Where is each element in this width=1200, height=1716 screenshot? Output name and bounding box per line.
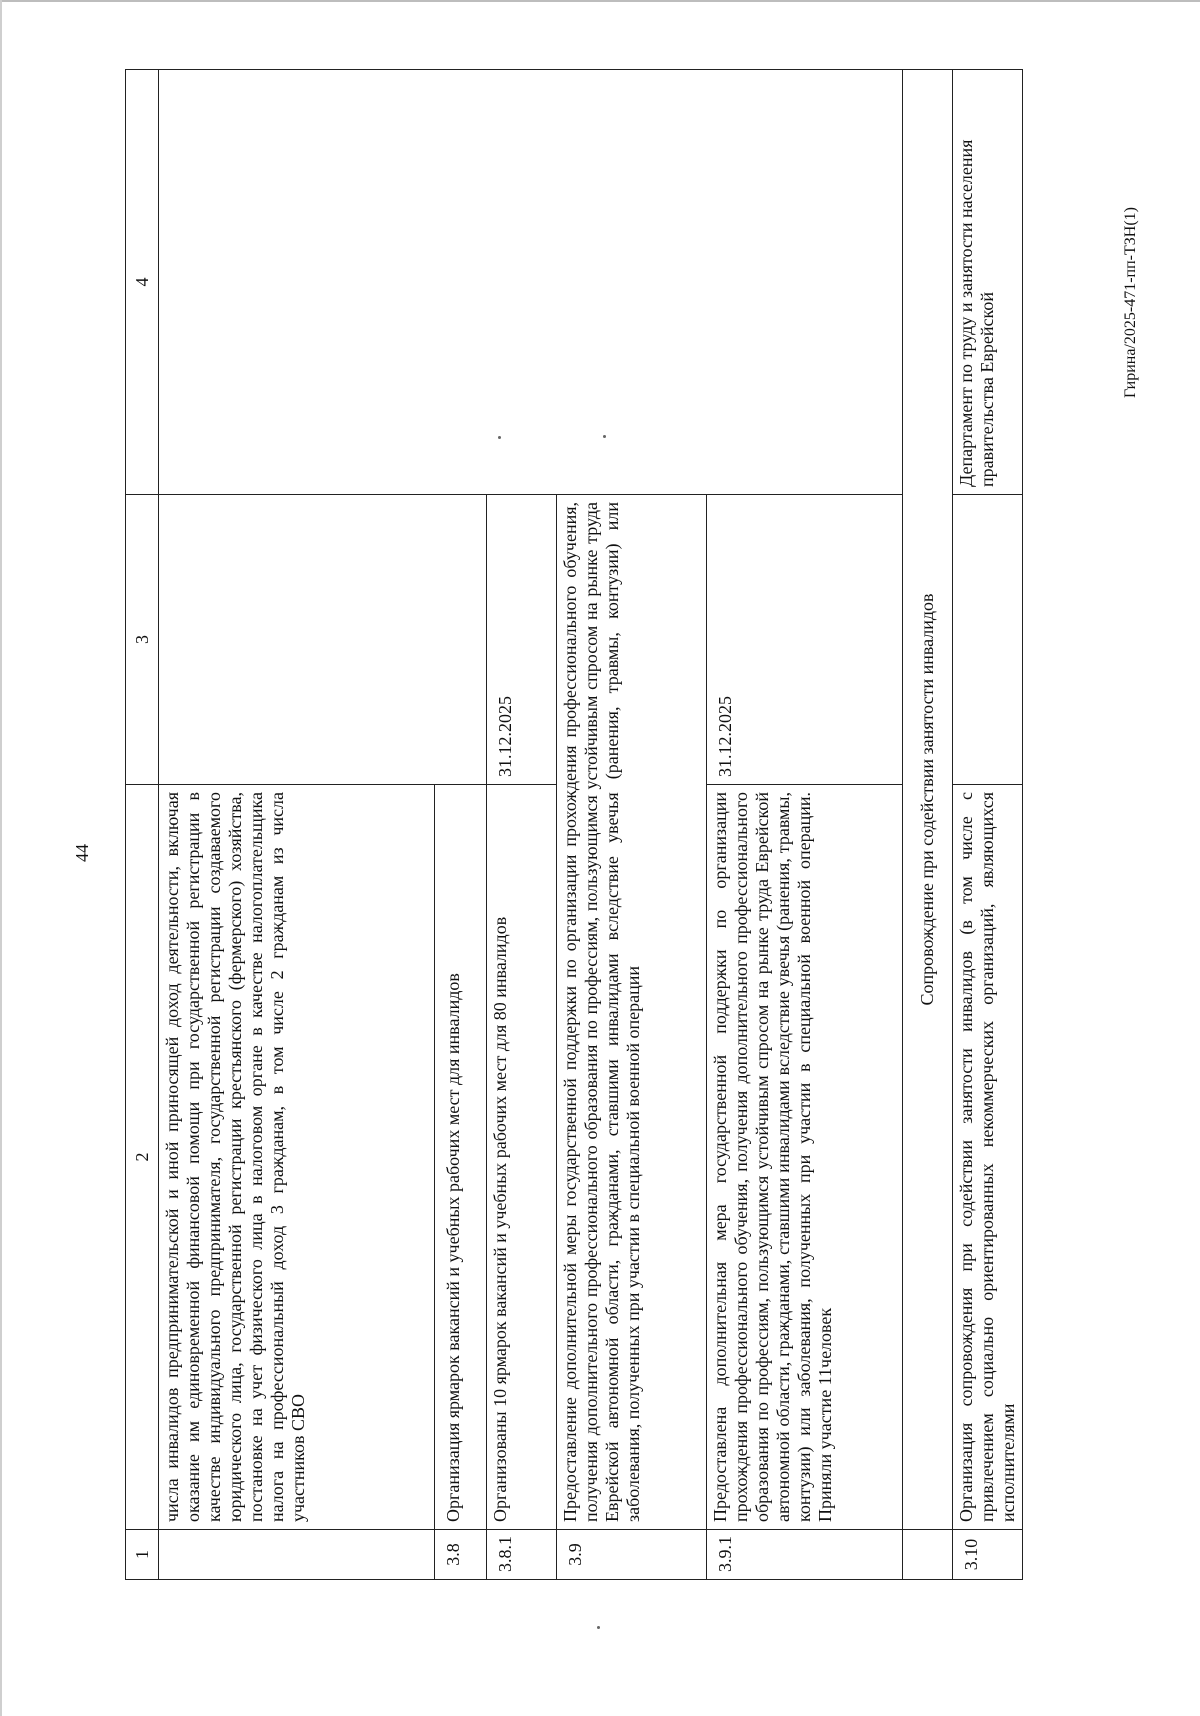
table-row: [953, 70, 1023, 1580]
row-responsible: Департамент по труду и занятости населения правительства Еврейской: [953, 70, 1023, 495]
row-text: Организация сопровождения при содействии занятости инвалидов (в том числе с привлечением социально ориентированных некоммерческих организаций, являющихся исполнителями: [953, 785, 1023, 1530]
row-number: [903, 1530, 953, 1580]
page-edge-top: [0, 0, 1200, 2]
row-responsible: [159, 70, 903, 495]
row-text: Организованы 10 ярмарок вакансий и учебных рабочих мест для 80 инвалидов: [487, 785, 557, 1530]
row-text: числа инвалидов предпринимательской и иной приносящей доход деятельности, включая оказание им единовременной финансовой помощи при государственной регистрации в качестве индивидуального предпринимателя, государственной регистрации создаваемого юридического лица, государственной регистрации крестьянского (фермерского) хозяйства, постановке на учет физического лица в налоговом органе в качестве налогоплательщика налога на профессиональный доход 3 гражданам, в том числе 2 гражданам из числа участников СВО: [159, 785, 435, 1530]
section-heading: Сопровождение при содействии занятости инвалидов: [903, 70, 953, 1530]
page-number: 44: [72, 844, 92, 862]
row-number: 3.8: [435, 1530, 487, 1580]
row-number: 3.9: [557, 1530, 707, 1580]
row-text: Предоставление дополнительной меры государственной поддержки по организации прохождения профессионального обучения, получения дополнительного профессионального образования по профессиям, пользующимся устойчивым спросом на рынке труда Еврейской автономной области, гражданами, ставшими инвалидами вследствие увечья (ранения, травмы, контузии) или заболевания, полученных при участии в специальной военной операции: [557, 495, 707, 1530]
row-date: [953, 495, 1023, 785]
row-date: 31.12.2025: [707, 495, 903, 785]
section-row: [903, 70, 953, 1580]
header-col-2: 2: [126, 785, 159, 1530]
row-number: [159, 1530, 435, 1580]
table-row: [159, 70, 435, 1580]
row-number: 3.8.1: [487, 1530, 557, 1580]
rotated-table-container: [125, 70, 1090, 1580]
plan-table: [125, 69, 1023, 1580]
row-number: 3.10: [953, 1530, 1023, 1580]
row-date: 31.12.2025: [487, 495, 557, 785]
footer-document-code: Гирина/2025-471-пп-ТЗН(1): [1122, 207, 1139, 398]
row-text: Организация ярмарок вакансий и учебных рабочих мест для инвалидов: [435, 785, 487, 1530]
row-text: Предоставлена дополнительная мера государственной поддержки по организации прохождения профессионального обучения, получения дополнительного профессионального образования по профессиям, пользующимся устойчивым спросом на рынке труда Еврейской автономной области, гражданами, ставшими инвалидами вследствие увечья (ранения, травмы, контузии) или заболевания, полученных при участии в специальной военной операции. Приняли участие 11человек: [707, 785, 903, 1530]
table-header-row: [126, 70, 159, 1580]
scan-speck: [597, 1626, 600, 1629]
row-date: [159, 495, 487, 785]
scan-speck: [603, 435, 606, 438]
header-col-4: 4: [126, 70, 159, 495]
header-col-1: 1: [126, 1530, 159, 1580]
row-number: 3.9.1: [707, 1530, 903, 1580]
scan-speck: [498, 436, 501, 439]
page-edge-left: [0, 0, 2, 1716]
header-col-3: 3: [126, 495, 159, 785]
